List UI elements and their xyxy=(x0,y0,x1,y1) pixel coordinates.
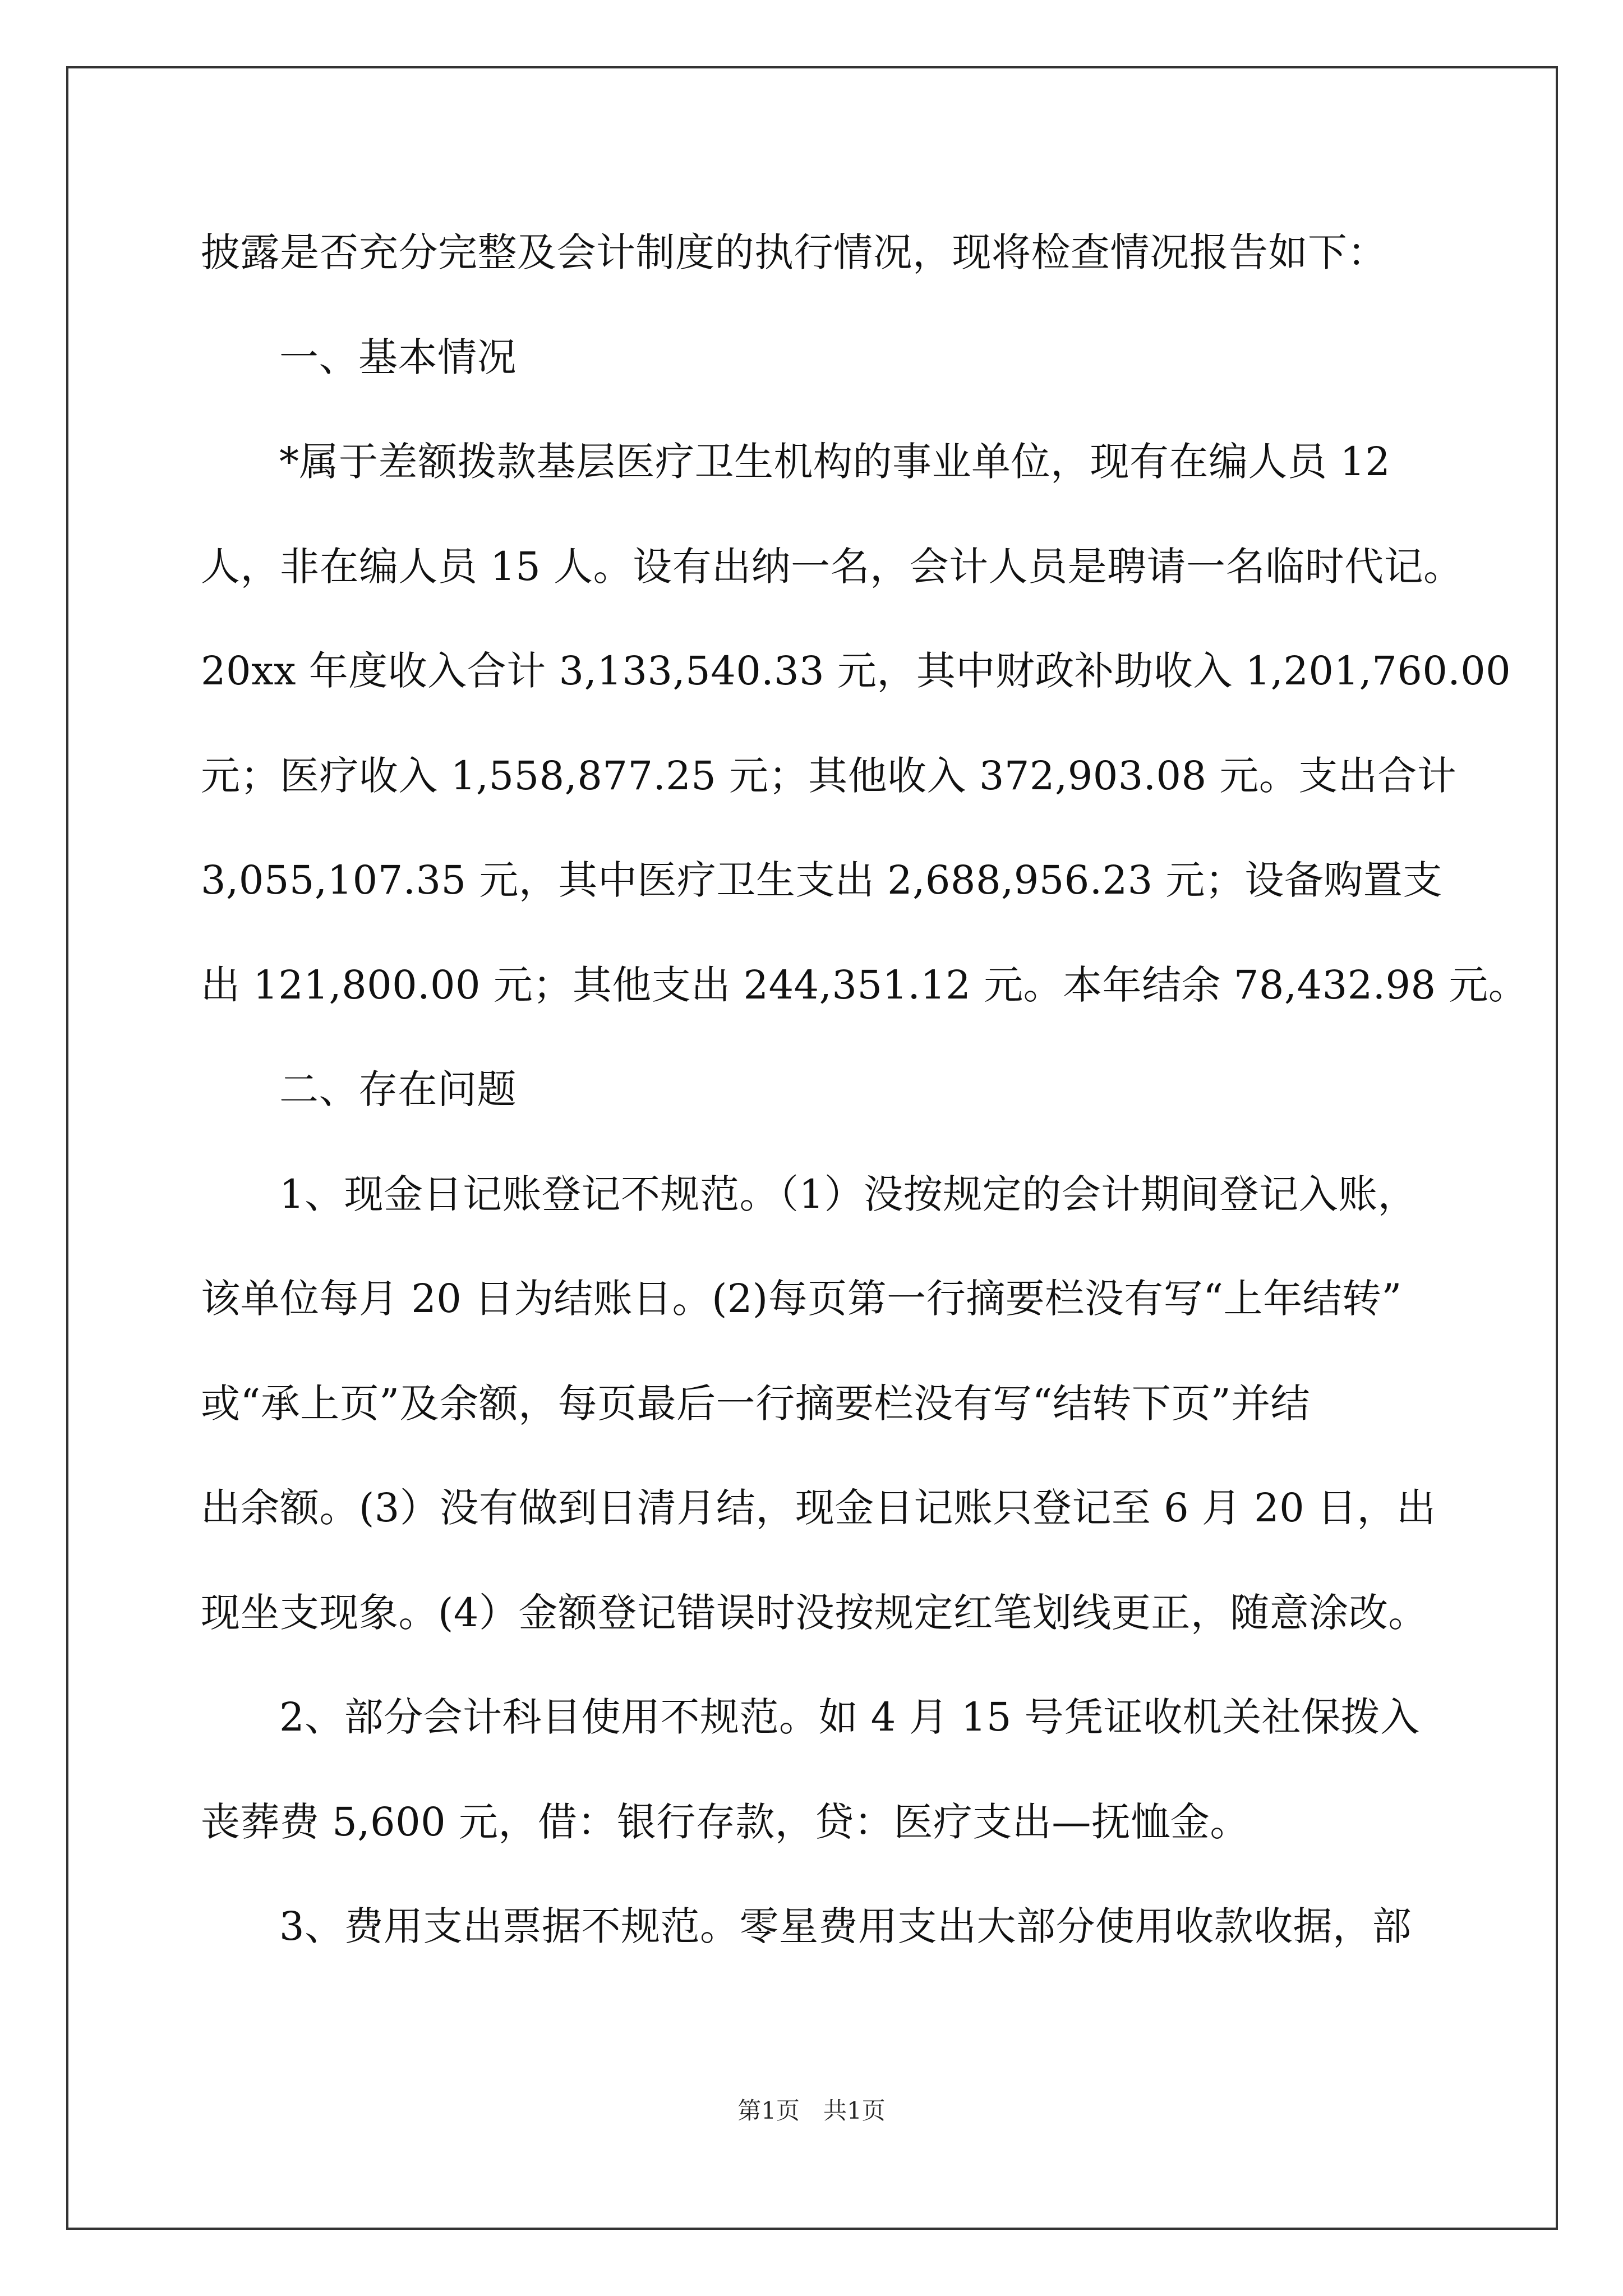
text-line: 该单位每月 20 日为结账日。(2)每页第一行摘要栏没有写“上年结转” xyxy=(201,1276,1402,1322)
text-line: 1、现金日记账登记不规范。（1）没按规定的会计期间登记入账， xyxy=(279,1171,1418,1217)
text-line: 出余额。(3）没有做到日清月结，现金日记账只登记至 6 月 20 日，出 xyxy=(201,1485,1436,1531)
text-line: 2、部分会计科目使用不规范。如 4 月 15 号凭证收机关社保拨入 xyxy=(279,1694,1420,1740)
text-line: 20xx 年度收入合计 3,133,540.33 元，其中财政补助收入 1,201,760.00 xyxy=(201,648,1511,694)
text-line: 一、基本情况 xyxy=(279,334,517,380)
document-body xyxy=(201,224,1528,2003)
text-line: *属于差额拨款基层医疗卫生机构的事业单位，现有在编人员 12 xyxy=(279,439,1391,485)
text-line: 现坐支现象。(4）金额登记错误时没按规定红笔划线更正，随意涂改。 xyxy=(201,1589,1428,1636)
text-line: 元；医疗收入 1,558,877.25 元；其他收入 372,903.08 元。支出合计 xyxy=(201,752,1457,799)
text-line: 人，非在编人员 15 人。设有出纳一名，会计人员是聘请一名临时代记。 xyxy=(201,543,1463,590)
text-line: 或“承上页”及余额，每页最后一行摘要栏没有写“结转下页”并结 xyxy=(201,1380,1311,1427)
text-line: 3,055,107.35 元，其中医疗卫生支出 2,688,956.23 元；设备购置支 xyxy=(201,857,1442,903)
text-line: 出 121,800.00 元；其他支出 244,351.12 元。本年结余 78,432.98 元。 xyxy=(201,961,1528,1008)
page-footer: 第1页 共1页 xyxy=(737,2097,886,2124)
text-line: 二、存在问题 xyxy=(279,1066,517,1112)
text-line: 丧葬费 5,600 元，借：银行存款，贷：医疗支出—抚恤金。 xyxy=(201,1798,1249,1845)
text-line: 3、费用支出票据不规范。零星费用支出大部分使用收款收据，部 xyxy=(279,1903,1412,1949)
text-line: 披露是否充分完整及会计制度的执行情况，现将检查情况报告如下： xyxy=(201,229,1387,275)
